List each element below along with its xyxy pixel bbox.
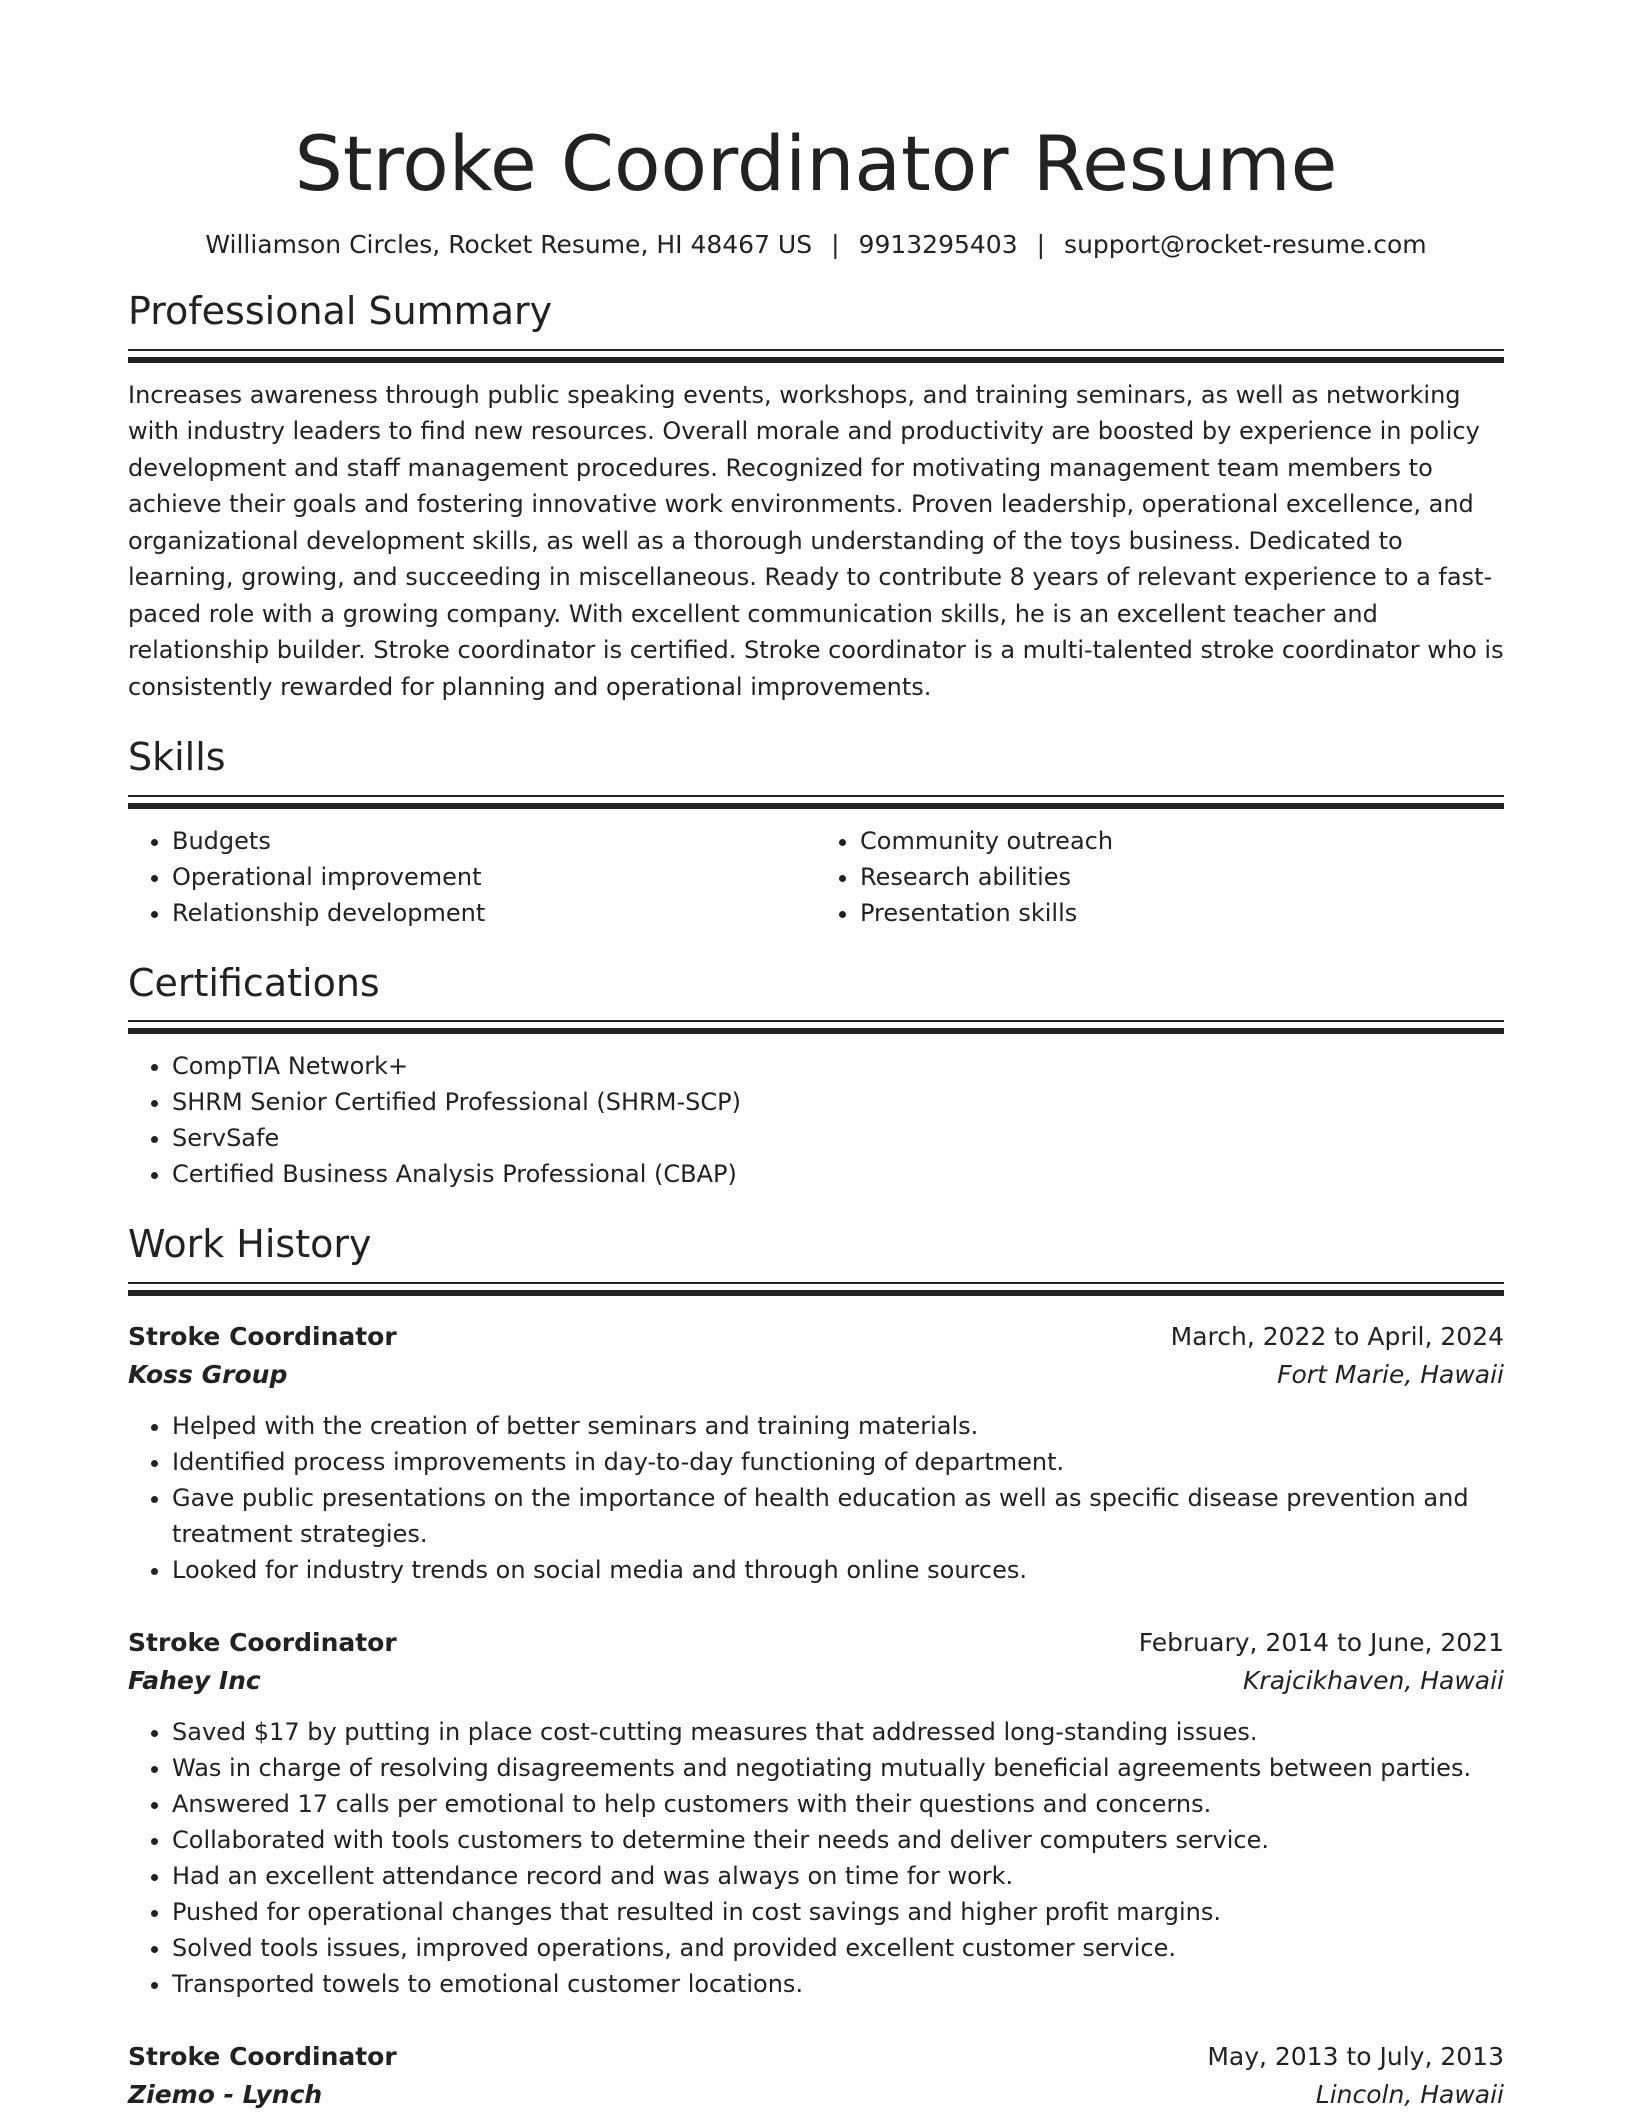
- certification-item: • ServSafe: [172, 1120, 1504, 1156]
- job-header: [128, 1624, 1504, 1662]
- job-subheader: [128, 2076, 1504, 2114]
- page-title: Stroke Coordinator Resume: [294, 119, 1338, 208]
- job-bullet: • Was in charge of resolving disagreements and negotiating mutually beneficial agreements between parties.: [172, 1750, 1504, 1786]
- job-title: Stroke Coordinator: [128, 1627, 397, 1657]
- job-entry: [128, 1624, 1504, 2002]
- job-bullets: [128, 1714, 1504, 2002]
- job-title: Stroke Coordinator: [128, 1321, 397, 1351]
- contact-line: [128, 230, 1504, 259]
- skills-columns: [128, 823, 1504, 931]
- job-title: Stroke Coordinator: [128, 2041, 397, 2071]
- summary-section: [128, 289, 1504, 705]
- job-bullet: • Gave public presentations on the importance of health education as well as specific disease prevention and treatment strategies.: [172, 1480, 1504, 1552]
- job-bullet: • Transported towels to emotional customer locations.: [172, 1966, 1504, 2002]
- section-heading-summary: Professional Summary: [128, 289, 553, 333]
- skills-list-left: [128, 823, 816, 931]
- skill-item: • Presentation skills: [860, 895, 1504, 931]
- contact-address: Williamson Circles, Rocket Resume, HI 48467 US: [205, 230, 813, 259]
- job-bullet: • Looked for industry trends on social media and through online sources.: [172, 1552, 1504, 1588]
- certifications-section: [128, 961, 1504, 1193]
- section-divider: [128, 1020, 1504, 1034]
- skills-section: [128, 735, 1504, 931]
- job-bullet: • Answered 17 calls per emotional to help customers with their questions and concerns.: [172, 1786, 1504, 1822]
- job-bullet: • Collaborated with tools customers to determine their needs and deliver computers service.: [172, 1822, 1504, 1858]
- certifications-list: [128, 1048, 1504, 1192]
- section-heading-work-history: Work History: [128, 1222, 372, 1267]
- job-bullet: • Pushed for operational changes that resulted in cost savings and higher profit margins.: [172, 1894, 1504, 1930]
- job-entry: [128, 2038, 1504, 2114]
- job-location: Krajcikhaven, Hawaii: [1243, 1665, 1504, 1695]
- skill-item: • Relationship development: [172, 895, 816, 931]
- summary-text: Increases awareness through public speaking events, workshops, and training seminars, as well as networking with industry leaders to find new resources. Overall morale and productivity are boosted by experience in policy development and staff management procedures. Recognized for motivating management team members to achieve their goals and fostering innovative work environments. Proven leadership, operational excellence, and organizational development skills, as well as a thorough understanding of the toys business. Dedicated to learning, growing, and succeeding in miscellaneous. Ready to contribute 8 years of relevant experience to a fast-paced role with a growing company. With excellent communication skills, he is an excellent teacher and relationship builder. Stroke coordinator is certified. Stroke coordinator is a multi-talented stroke coordinator who is consistently rewarded for planning and operational improvements.: [128, 380, 1504, 701]
- section-heading-certifications: Certifications: [128, 960, 380, 1005]
- skill-item: • Community outreach: [860, 823, 1504, 859]
- job-bullet: • Solved tools issues, improved operations, and provided excellent customer service.: [172, 1930, 1504, 1966]
- certification-item: • CompTIA Network+: [172, 1048, 1504, 1084]
- contact-separator: |: [831, 230, 840, 259]
- contact-phone: 9913295403: [858, 230, 1018, 259]
- job-subheader: [128, 1662, 1504, 1700]
- job-location: Fort Marie, Hawaii: [1277, 1359, 1504, 1389]
- certification-item: • Certified Business Analysis Professional (CBAP): [172, 1156, 1504, 1192]
- work-history-section: [128, 1222, 1504, 2114]
- job-company: Ziemo - Lynch: [128, 2079, 323, 2109]
- job-bullet: • Saved $17 by putting in place cost-cutting measures that addressed long-standing issues.: [172, 1714, 1504, 1750]
- job-company: Koss Group: [128, 1359, 288, 1389]
- certification-item: • SHRM Senior Certified Professional (SHRM-SCP): [172, 1084, 1504, 1120]
- job-company: Fahey Inc: [128, 1665, 261, 1695]
- skill-item: • Operational improvement: [172, 859, 816, 895]
- section-divider: [128, 1282, 1504, 1296]
- job-location: Lincoln, Hawaii: [1315, 2079, 1504, 2109]
- section-divider: [128, 349, 1504, 363]
- contact-separator: |: [1036, 230, 1046, 259]
- skills-list-right: [816, 823, 1504, 931]
- job-dates: May, 2013 to July, 2013: [1207, 2041, 1504, 2071]
- job-header: [128, 2038, 1504, 2076]
- job-bullet: • Had an excellent attendance record and was always on time for work.: [172, 1858, 1504, 1894]
- job-subheader: [128, 1356, 1504, 1394]
- skill-item: • Budgets: [172, 823, 816, 859]
- contact-email: support@rocket-resume.com: [1064, 230, 1427, 259]
- job-entry: [128, 1318, 1504, 1588]
- resume-page: [128, 118, 1504, 2114]
- job-bullet: • Helped with the creation of better seminars and training materials.: [172, 1408, 1504, 1444]
- job-dates: March, 2022 to April, 2024: [1170, 1321, 1504, 1351]
- job-header: [128, 1318, 1504, 1356]
- job-bullet: • Identified process improvements in day-to-day functioning of department.: [172, 1444, 1504, 1480]
- job-bullets: [128, 1408, 1504, 1588]
- section-divider: [128, 795, 1504, 809]
- section-heading-skills: Skills: [128, 735, 226, 780]
- job-dates: February, 2014 to June, 2021: [1138, 1627, 1504, 1657]
- skill-item: • Research abilities: [860, 859, 1504, 895]
